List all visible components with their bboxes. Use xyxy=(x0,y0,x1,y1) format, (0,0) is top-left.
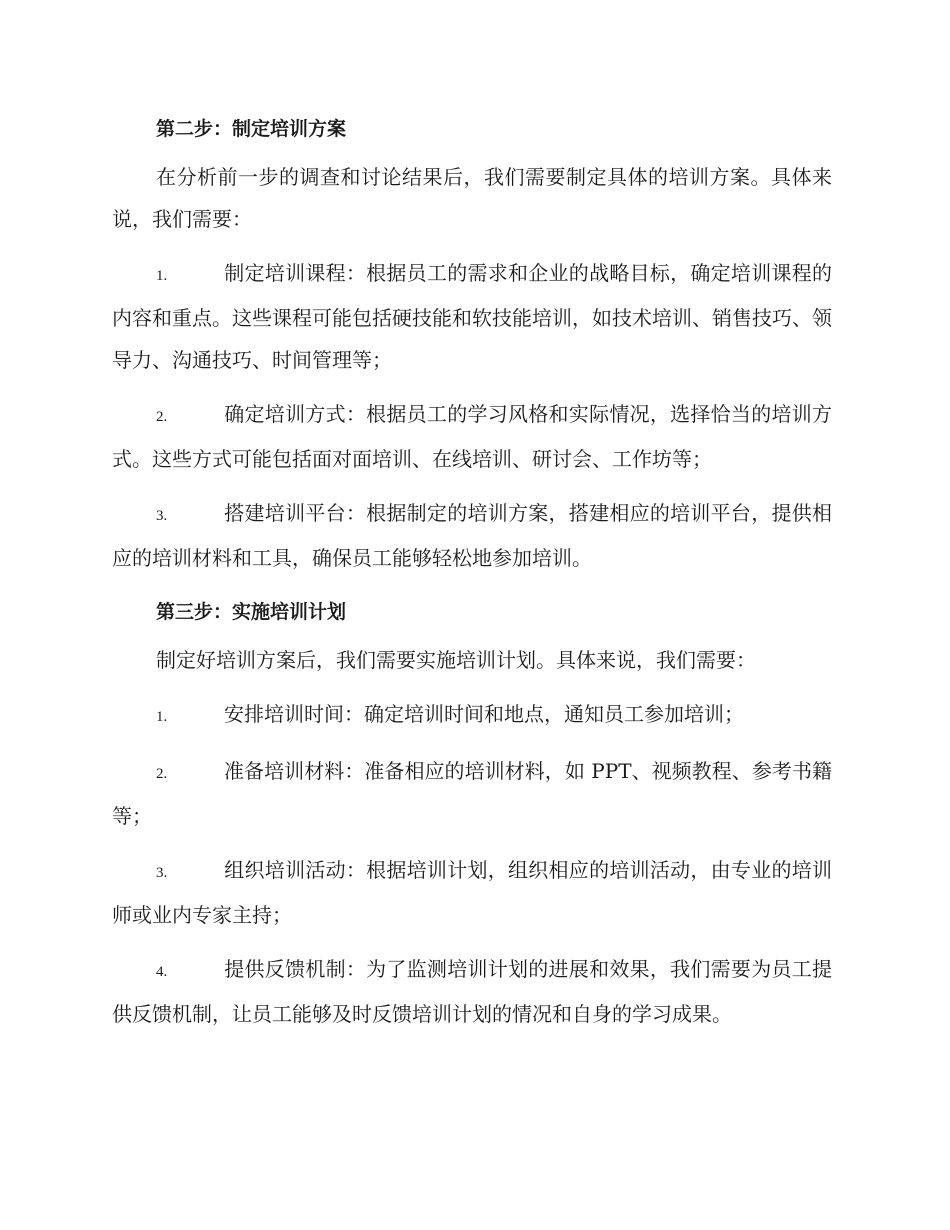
list-number: 1. xyxy=(156,268,168,284)
list-item-text: 组织培训活动：根据培训计划，组织相应的培训活动，由专业的培训师或业内专家主持； xyxy=(112,858,832,927)
list-item-text: 搭建培训平台：根据制定的培训方案，搭建相应的培训平台，提供相应的培训材料和工具，确保员工能够轻松地参加培训。 xyxy=(112,501,832,570)
list-item xyxy=(112,252,832,381)
section-heading: 第二步：制定培训方案 xyxy=(156,118,347,140)
list-item-text: 制定培训课程：根据员工的需求和企业的战略目标，确定培训课程的内容和重点。这些课程可能包括硬技能和软技能培训，如技术培训、销售技巧、领导力、沟通技巧、时间管理等； xyxy=(112,261,832,372)
list-number: 2. xyxy=(156,766,168,782)
list-number: 3. xyxy=(156,508,168,524)
list-number: 3. xyxy=(156,865,168,881)
section-intro: 在分析前一步的调查和讨论结果后，我们需要制定具体的培训方案。具体来说，我们需要： xyxy=(112,165,832,231)
list-item xyxy=(112,948,832,1035)
list-item xyxy=(112,393,832,480)
list-item-text: 提供反馈机制：为了监测培训计划的进展和效果，我们需要为员工提供反馈机制，让员工能够及时反馈培训计划的情况和自身的学习成果。 xyxy=(112,957,832,1026)
list-item xyxy=(112,849,832,936)
document-body xyxy=(112,108,832,1047)
section-heading: 第三步：实施培训计划 xyxy=(156,601,347,623)
list-number: 1. xyxy=(156,709,168,725)
list-number: 2. xyxy=(156,409,168,425)
list-item xyxy=(112,693,832,738)
section-intro: 制定好培训方案后，我们需要实施培训计划。具体来说，我们需要： xyxy=(156,648,756,672)
list-item xyxy=(112,750,832,837)
list-item-text: 安排培训时间：确定培训时间和地点，通知员工参加培训； xyxy=(224,702,744,726)
list-item-text: 确定培训方式：根据员工的学习风格和实际情况，选择恰当的培训方式。这些方式可能包括面对面培训、在线培训、研讨会、工作坊等； xyxy=(112,402,832,471)
list-number: 4. xyxy=(156,964,168,980)
list-item-text: 准备培训材料：准备相应的培训材料，如 PPT、视频教程、参考书籍等； xyxy=(112,759,832,828)
list-item xyxy=(112,492,832,579)
